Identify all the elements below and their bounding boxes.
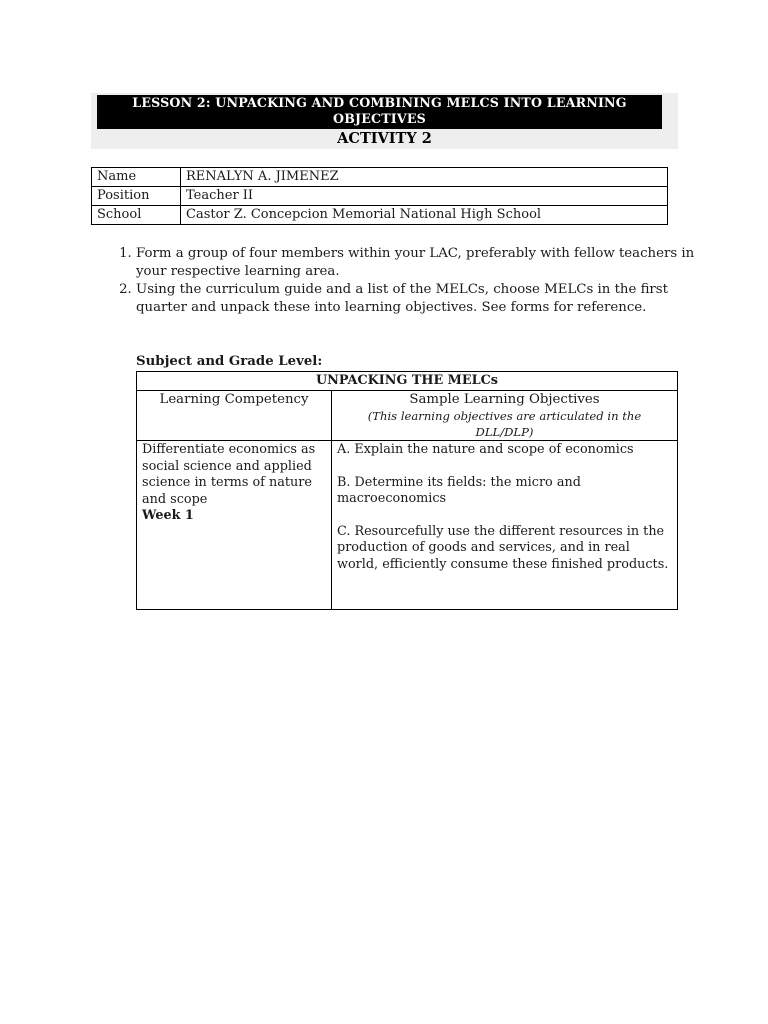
- objective-item: B. Determine its fields: the micro and macroeconomics: [337, 474, 581, 506]
- objectives-header-label: Sample Learning Objectives: [409, 392, 600, 407]
- instructions-list: [111, 245, 706, 317]
- table-header-row: [137, 391, 678, 441]
- info-label: Position: [92, 187, 181, 206]
- instruction-item: 2. Using the curriculum guide and a list of the MELCs, choose MELCs in the first quarter and unpack these into learning objectives. See forms for reference.: [136, 281, 706, 317]
- column-header-objectives: [332, 391, 678, 441]
- info-value: RENALYN A. JIMENEZ: [181, 168, 668, 187]
- lesson-title: LESSON 2: UNPACKING AND COMBINING MELCS INTO LEARNING OBJECTIVES: [97, 95, 662, 129]
- unpacking-melcs-table: [136, 371, 678, 610]
- table-row: [137, 441, 678, 610]
- lesson-header: [91, 93, 678, 149]
- info-value: Castor Z. Concepcion Memorial National High School: [181, 206, 668, 225]
- subject-grade-label: Subject and Grade Level:: [136, 354, 323, 369]
- info-label: School: [92, 206, 181, 225]
- table-title-row: [137, 372, 678, 391]
- objectives-header-note: (This learning objectives are articulated in the DLL/DLP): [367, 409, 642, 439]
- objective-item: A. Explain the nature and scope of economics: [337, 442, 634, 457]
- week-label: Week 1: [142, 508, 194, 523]
- info-row-position: [92, 187, 668, 206]
- objective-item: C. Resourcefully use the different resources in the production of goods and services, and in real world, efficiently consume these finished products.: [337, 523, 669, 572]
- competency-cell: [137, 441, 332, 610]
- info-row-school: [92, 206, 668, 225]
- activity-title: ACTIVITY 2: [337, 130, 432, 147]
- column-header-competency: [137, 391, 332, 441]
- info-label: Name: [92, 168, 181, 187]
- teacher-info-table: [91, 167, 668, 225]
- competency-header-label: Learning Competency: [159, 392, 309, 407]
- info-value: Teacher II: [181, 187, 668, 206]
- competency-text: Differentiate economics as social science and applied science in terms of nature and scope: [142, 442, 316, 507]
- objectives-cell: [332, 441, 678, 610]
- info-row-name: [92, 168, 668, 187]
- table-title: UNPACKING THE MELCs: [137, 372, 678, 391]
- instruction-item: 1. Form a group of four members within your LAC, preferably with fellow teachers in your respective learning area.: [136, 245, 706, 281]
